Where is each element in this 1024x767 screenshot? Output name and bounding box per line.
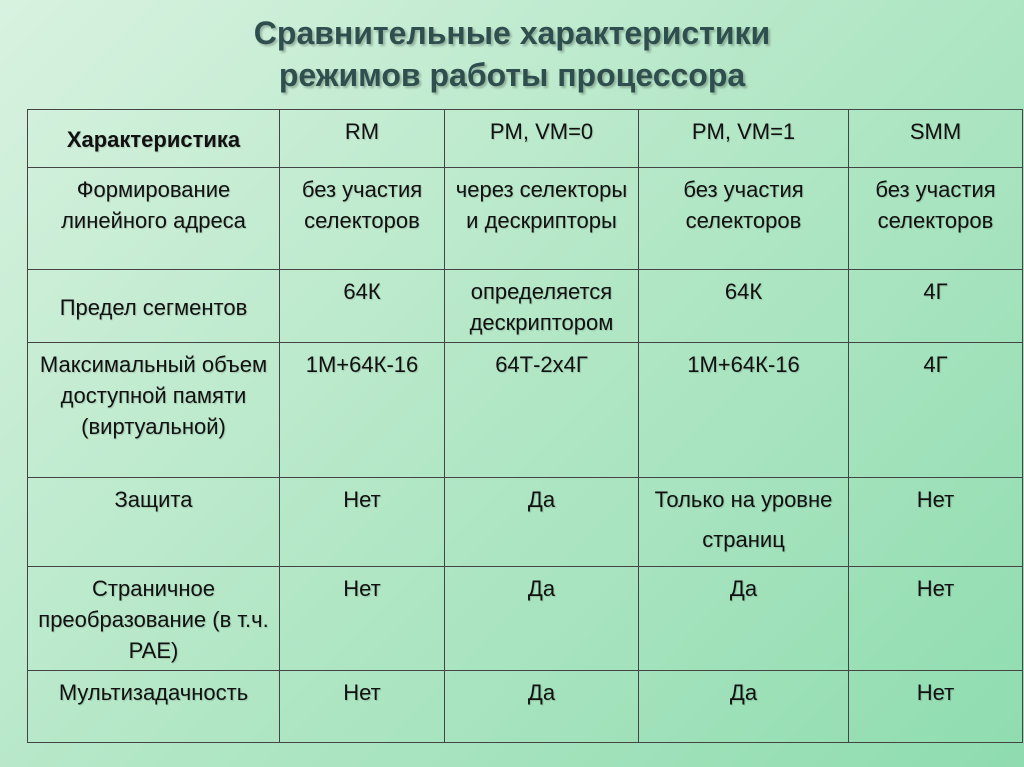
- table-cell: 4Г: [849, 343, 1023, 478]
- row-label: Мультизадачность: [28, 671, 280, 743]
- header-rm: RM: [280, 110, 445, 168]
- table-cell: Да: [639, 671, 849, 743]
- table-cell: Да: [639, 567, 849, 671]
- title-line-2: режимов работы процессора: [278, 57, 746, 93]
- table-cell: Нет: [849, 671, 1023, 743]
- table-cell: без участия селекторов: [280, 168, 445, 270]
- row-label: Защита: [28, 478, 280, 567]
- table-row: [28, 270, 1023, 343]
- row-label: Предел сегментов: [28, 270, 280, 343]
- header-smm: SMM: [849, 110, 1023, 168]
- table-cell: Да: [445, 671, 639, 743]
- table-cell: без участия селекторов: [639, 168, 849, 270]
- row-label: Формирование линейного адреса: [28, 168, 280, 270]
- title-line-1: Сравнительные характеристики: [253, 15, 771, 51]
- header-row: [28, 110, 1023, 168]
- header-characteristic: Характеристика: [28, 110, 280, 168]
- table-cell: 4Г: [849, 270, 1023, 343]
- table-cell: Нет: [849, 567, 1023, 671]
- table-row: [28, 478, 1023, 567]
- header-pm-vm0: PM, VM=0: [445, 110, 639, 168]
- comparison-table: [27, 109, 1023, 743]
- table-row: [28, 671, 1023, 743]
- table-cell: Нет: [280, 671, 445, 743]
- table-cell: Да: [445, 478, 639, 567]
- row-label: Максимальный объем доступной памяти (виртуальной): [28, 343, 280, 478]
- table-cell: 64Т-2х4Г: [445, 343, 639, 478]
- table-cell: через селекторы и дескрипторы: [445, 168, 639, 270]
- table-cell: Нет: [280, 567, 445, 671]
- table-cell: Нет: [849, 478, 1023, 567]
- table-cell: 64К: [639, 270, 849, 343]
- slide-title: [0, 12, 1024, 96]
- table-cell: Только на уровне страниц: [639, 478, 849, 567]
- header-pm-vm1: PM, VM=1: [639, 110, 849, 168]
- table-cell: 64К: [280, 270, 445, 343]
- table-cell: 1М+64К-16: [280, 343, 445, 478]
- table-row: [28, 343, 1023, 478]
- table-cell: без участия селекторов: [849, 168, 1023, 270]
- table-row: [28, 567, 1023, 671]
- table-cell: Нет: [280, 478, 445, 567]
- table-cell: определяется дескриптором: [445, 270, 639, 343]
- table-row: [28, 168, 1023, 270]
- row-label: Страничное преобразование (в т.ч. PAE): [28, 567, 280, 671]
- table-cell: 1М+64К-16: [639, 343, 849, 478]
- table-cell: Да: [445, 567, 639, 671]
